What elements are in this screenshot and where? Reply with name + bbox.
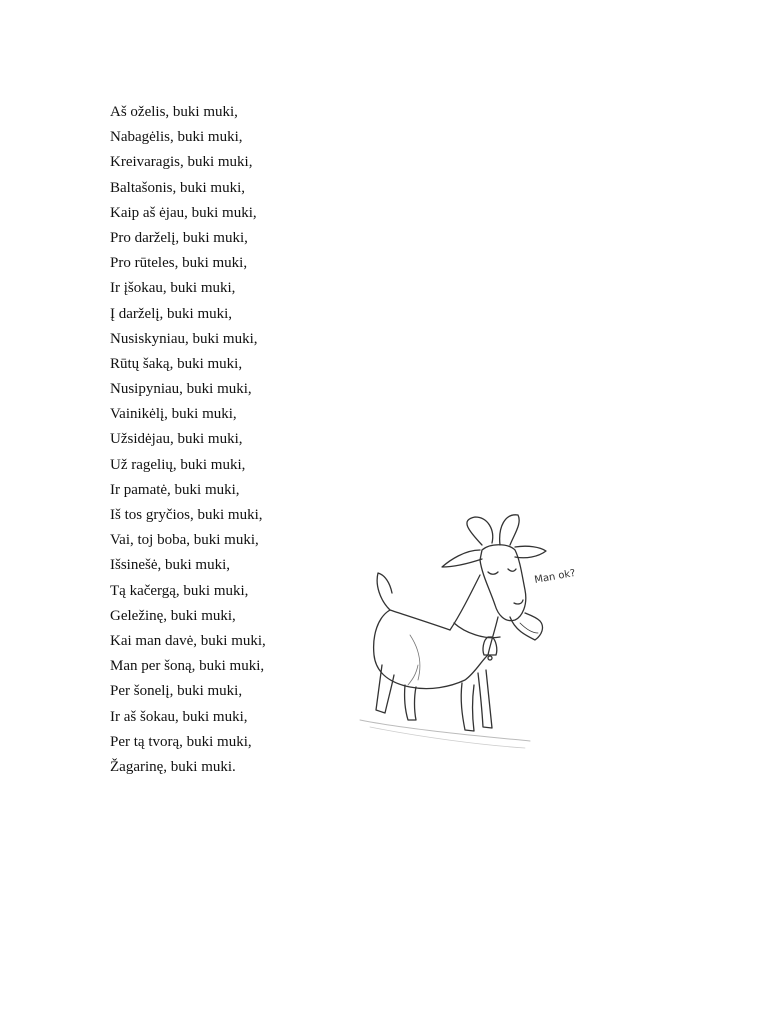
poem-line: Aš oželis, buki muki, — [110, 104, 238, 120]
poem-line: Užsidėjau, buki muki, — [110, 431, 243, 448]
ground-shadow — [360, 720, 530, 741]
right-horn — [500, 515, 520, 545]
poem-line: Man per šoną, buki muki, — [110, 658, 265, 675]
neck — [450, 575, 480, 630]
poem-line: Už ragelių, buki muki, — [110, 456, 246, 473]
goat-sketch — [350, 505, 590, 760]
left-ear — [442, 550, 482, 567]
poem-line: Vainikėlį, buki muki, — [110, 406, 237, 423]
nose — [514, 600, 523, 604]
poem-line: Į darželį, buki muki, — [110, 305, 233, 322]
poem-line: Tą kačergą, buki muki, — [110, 582, 249, 599]
back-leg-right — [405, 685, 416, 720]
poem-line: Nabagėlis, buki muki, — [110, 129, 243, 146]
poem-line: Pro darželį, buki muki, — [110, 229, 248, 246]
poem-line: Kai man davė, buki muki, — [110, 632, 266, 649]
speech-text: Man ok? — [533, 567, 577, 586]
left-eye — [488, 572, 498, 574]
ground-shadow-2 — [370, 727, 525, 748]
goat-illustration — [350, 505, 590, 760]
poem-line: Ir aš šokau, buki muki, — [110, 708, 248, 725]
front-leg-right — [478, 670, 492, 728]
poem-line: Pro rūteles, buki muki, — [110, 255, 248, 272]
front-leg-left — [461, 683, 474, 731]
poem-line: Nusipyniau, buki muki, — [110, 381, 252, 398]
poem-line: Per šonelį, buki muki, — [110, 683, 243, 700]
poem-line: Per tą tvorą, buki muki, — [110, 733, 252, 750]
poem-line: Kreivaragis, buki muki, — [110, 154, 253, 171]
left-horn — [467, 517, 493, 545]
poem-line: Rūtų šaką, buki muki, — [110, 355, 243, 372]
poem-line: Kaip aš ėjau, buki muki, — [110, 204, 257, 221]
poem-line: Vai, toj boba, buki muki, — [110, 532, 259, 549]
poem-line: Ir pamatė, buki muki, — [110, 481, 240, 498]
head — [480, 545, 526, 621]
poem-line: Ir įšokau, buki muki, — [110, 280, 236, 297]
poem-line: Baltašonis, buki muki, — [110, 179, 245, 196]
poem-line: Išsinešė, buki muki, — [110, 557, 230, 574]
beard — [510, 613, 542, 640]
poem-line: Žagarinę, buki muki. — [110, 758, 236, 775]
right-eye — [508, 569, 516, 571]
back-leg-left — [376, 665, 394, 713]
body — [374, 610, 488, 689]
poem-line: Iš tos gryčios, buki muki, — [110, 507, 263, 523]
poem-line: Geležinę, buki muki, — [110, 607, 236, 624]
tail — [377, 573, 392, 610]
poem-text — [110, 100, 266, 780]
right-ear — [515, 546, 546, 558]
poem-line: Nusiskyniau, buki muki, — [110, 330, 258, 347]
